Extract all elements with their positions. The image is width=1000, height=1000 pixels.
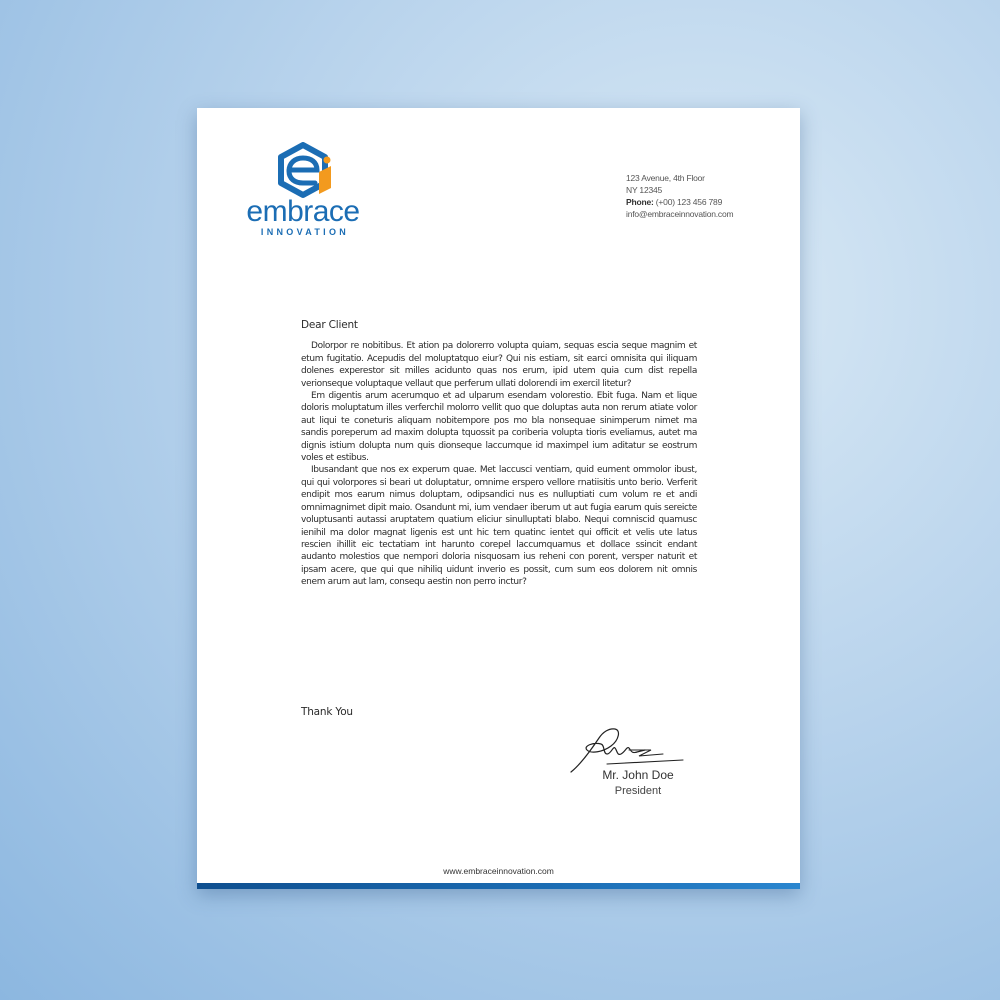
phone-label: Phone: [626,197,654,207]
brand-name: embrace [246,195,360,228]
letterhead-page [197,108,800,889]
salutation: Dear Client [301,319,358,331]
email-line: info@embraceinnovation.com [626,209,734,219]
paragraph-1: Dolorpor re nobitibus. Et ation pa dolorerro volupta quiam, sequas escia seque magnim et etum fugitatio. Acepudis del moluptatquo eiur? Qui nis estiam, sit earci omnisita qui iliquam dolenes experestor sit milles acidunto quas nos erum, ipid utem quia cum dist repella verionseque voluptaque vellaut que perferum ullati dolorendi im exercil litetur? [301,341,697,389]
paragraph-2: Em digentis arum acerumquo et ad ulparum esendam volorestio. Ebit fuga. Nam et lique doloris moluptatum illes verferchil molorro vellit quo que doluptas auta non rerum atiate volor aut liqui te coneturis aliquam nobitempore pos mo bla nonsequae sinimperum nimet ma sandis poreperum ad maxim dolupta tquossit pa coriberia volupta tioris eveliamus, autet ma dignis istium dolupta num quis dionseque laccumque id maximpel ium aditatur se eostrum voles et estibus. [301,391,697,464]
address-line-2: NY 12345 [626,185,663,195]
brand-subtitle: INNOVATION [260,227,350,237]
phone-line [626,196,733,208]
address-line-1: 123 Avenue, 4th Floor [626,173,705,183]
contact-block [626,172,733,220]
letter-body [301,319,697,589]
paragraph-3: Ibusandant que nos ex experum quae. Met laccusci ventiam, quid eument ommolor ibust, qui qui volorpores si beari ut doluptatur, omnime erspero vellore rnatiisitis unto berio. Verferit endipit mos earum nimus doluptam, odipsandici nus es nulluptiati cum volum re et andi omnimagnimet dipit maio. Osandunt mi, ium vendaer iberum ut aut fugia earum quis sereicte voluptusanti autassi aruptatem quatium eliciur sinulluptati blabo. Nequi comniscid quamusc ienihil ma dolor magnat ligenis est unt hic tem quatinc ientet qui officit et velis ute latus rescien ihillit eic tectatiam int harunto corepel laccumquamus et dollace ssincit endant audanto molestios que nempori doloria nisquosam ius reheni con porent, versper naturit et ipsam acere, que qui que nihiliq uidunt inverio es possit, cum sum eos dolorem nit omnis enem arum aut lam, consequ aestin non perro inctur? [301,465,697,588]
closing: Thank You [301,706,353,718]
company-logo [237,142,372,242]
hexagon-e-logo-icon [275,142,335,202]
signer-name: Mr. John Doe [602,768,674,782]
phone-number: (+00) 123 456 789 [655,197,723,207]
footer-bar [197,883,800,889]
footer-website: www.embraceinnovation.com [443,866,554,876]
signer-title: President [614,785,662,797]
